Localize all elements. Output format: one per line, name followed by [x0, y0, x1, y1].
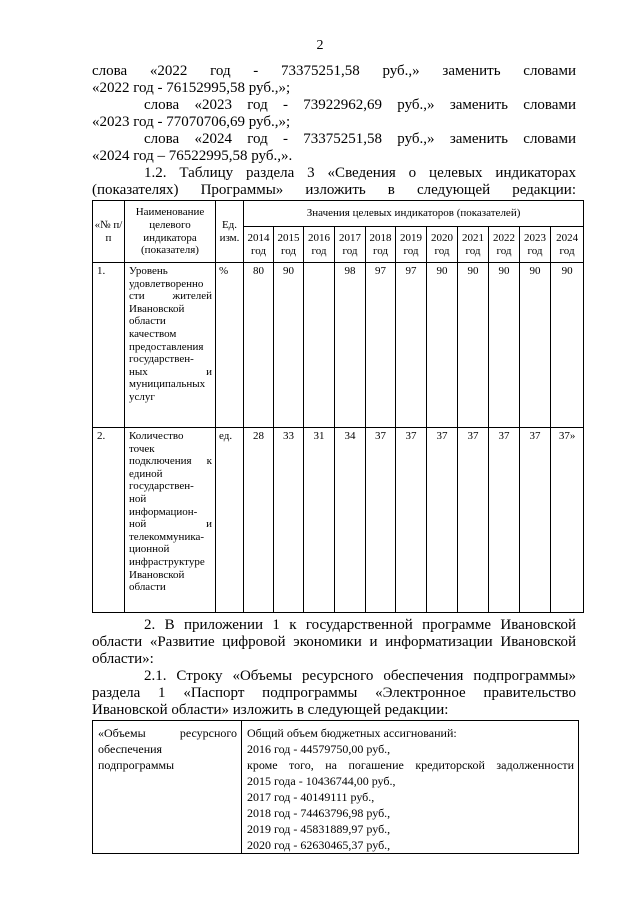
- name-line: ных и: [129, 365, 212, 378]
- name-line: удовлетворенно: [129, 277, 204, 290]
- name-line: сти жителей: [129, 290, 212, 303]
- value-line: 2020 год - 62630465,37 руб.,: [247, 838, 391, 852]
- row-value: 90: [489, 263, 520, 428]
- value-line: 2015 года - 10436744,00 руб.,: [247, 774, 396, 788]
- row-value: 90: [520, 263, 551, 428]
- page-number: 2: [316, 38, 324, 53]
- header-year: 2017 год: [335, 227, 366, 263]
- header-year: 2019 год: [396, 227, 427, 263]
- intro-paragraphs: [92, 63, 576, 199]
- intro-line: слова «2023 год - 73922962,69 руб.,» заменить словами: [144, 97, 576, 113]
- row-num: 2.: [93, 428, 125, 613]
- row-value: 34: [335, 428, 366, 613]
- name-line: области: [129, 315, 166, 328]
- row-value: 97: [396, 263, 427, 428]
- row-value: 37: [520, 428, 551, 613]
- row-unit: ед.: [216, 428, 244, 613]
- row-value: 37: [396, 428, 427, 613]
- row-value: 90: [427, 263, 458, 428]
- row-value: 31: [304, 428, 335, 613]
- header-year: 2023 год: [520, 227, 551, 263]
- label-line: «Объемы ресурсного: [98, 726, 237, 740]
- row-num: 1.: [93, 263, 125, 428]
- indicators-table: [92, 200, 584, 613]
- row-name: [125, 428, 216, 613]
- body-line: области»:: [92, 651, 154, 667]
- label-line: обеспечения: [98, 742, 163, 756]
- header-values-title: Значения целевых индикаторов (показателей): [244, 201, 584, 227]
- row-value: 37: [458, 428, 489, 613]
- row-value: 28: [244, 428, 274, 613]
- intro-line: «2022 год - 76152995,58 руб.,»;: [92, 80, 291, 96]
- value-line: 2016 год - 44579750,00 руб.,: [247, 742, 391, 756]
- name-line: государствен-: [129, 353, 194, 366]
- name-line: государствен-: [129, 480, 194, 493]
- name-line: Уровень: [129, 265, 168, 277]
- header-name: Наименование целевого индикатора (показателя): [125, 201, 216, 263]
- name-line: ной: [129, 492, 147, 505]
- value-line: Общий объем бюджетных ассигнований:: [247, 726, 457, 740]
- intro-line: «2023 год - 77070706,69 руб.,»;: [92, 114, 291, 130]
- row-value: 33: [274, 428, 304, 613]
- table-row: [93, 428, 584, 613]
- header-unit: Ед. изм.: [216, 201, 244, 263]
- row-value: 37: [427, 428, 458, 613]
- intro-line: слова «2022 год - 73375251,58 руб.,» заменить словами: [92, 63, 576, 79]
- header-year: 2024 год: [551, 227, 584, 263]
- row-value: 90: [458, 263, 489, 428]
- name-line: ной и: [129, 518, 212, 531]
- resources-label-cell: [93, 721, 242, 854]
- row-name: [125, 263, 216, 428]
- row-unit: %: [216, 263, 244, 428]
- body-line: 2. В приложении 1 к государственной программе Ивановской: [144, 617, 576, 633]
- name-line: единой: [129, 467, 163, 480]
- header-year: 2021 год: [458, 227, 489, 263]
- row-value: 80: [244, 263, 274, 428]
- intro-line: «2024 год – 76522995,58 руб.,».: [92, 148, 293, 164]
- header-year: 2016 год: [304, 227, 335, 263]
- value-line: 2018 год - 74463796,98 руб.,: [247, 806, 391, 820]
- header-year: 2014 год: [244, 227, 274, 263]
- body-line: 2.1. Строку «Объемы ресурсного обеспечения подпрограммы»: [144, 668, 576, 684]
- intro-line: слова «2024 год - 73375251,58 руб.,» заменить словами: [144, 131, 576, 147]
- intro-line: (показателях) Программы» изложить в следующей редакции:: [92, 182, 576, 198]
- value-line: кроме того, на погашение кредиторской задолженности: [247, 758, 574, 772]
- name-line: ционной: [129, 543, 170, 556]
- body-line: раздела 1 «Паспорт подпрограммы «Электронное правительство: [92, 685, 576, 701]
- body-line: области «Развитие цифровой экономики и информатизации Ивановской: [92, 634, 576, 650]
- row-value: 98: [335, 263, 366, 428]
- value-line: 2019 год - 45831889,97 руб.,: [247, 822, 391, 836]
- name-line: предоставления: [129, 340, 204, 353]
- name-line: подключения к: [129, 455, 212, 468]
- name-line: информацион-: [129, 505, 198, 518]
- body-line: Ивановской области» изложить в следующей редакции:: [92, 702, 449, 718]
- name-line: Ивановской: [129, 302, 185, 315]
- header-num: «№ п/п: [93, 201, 125, 263]
- name-line: муниципальных: [129, 378, 206, 391]
- resources-table: [92, 720, 579, 854]
- after-paragraphs: [92, 617, 576, 719]
- row-value: [304, 263, 335, 428]
- row-value: 37: [366, 428, 396, 613]
- resources-value-cell: [242, 721, 579, 854]
- header-year: 2015 год: [274, 227, 304, 263]
- name-line: области: [129, 581, 166, 594]
- intro-line: 1.2. Таблицу раздела 3 «Сведения о целевых индикаторах: [144, 165, 576, 181]
- name-line: точек: [129, 442, 155, 455]
- table-row: [93, 263, 584, 428]
- row-value: 90: [274, 263, 304, 428]
- header-year: 2020 год: [427, 227, 458, 263]
- label-line: подпрограммы: [98, 758, 175, 772]
- row-value: 97: [366, 263, 396, 428]
- row-value: 37»: [551, 428, 584, 613]
- name-line: Количество: [129, 430, 184, 442]
- name-line: телекоммуника-: [129, 530, 205, 543]
- name-line: услуг: [129, 390, 155, 403]
- name-line: Ивановской: [129, 568, 185, 581]
- value-line: 2017 год - 40149111 руб.,: [247, 790, 375, 804]
- row-value: 37: [489, 428, 520, 613]
- name-line: качеством: [129, 327, 177, 340]
- header-year: 2018 год: [366, 227, 396, 263]
- name-line: инфраструктуре: [129, 555, 205, 568]
- row-value: 90: [551, 263, 584, 428]
- header-year: 2022 год: [489, 227, 520, 263]
